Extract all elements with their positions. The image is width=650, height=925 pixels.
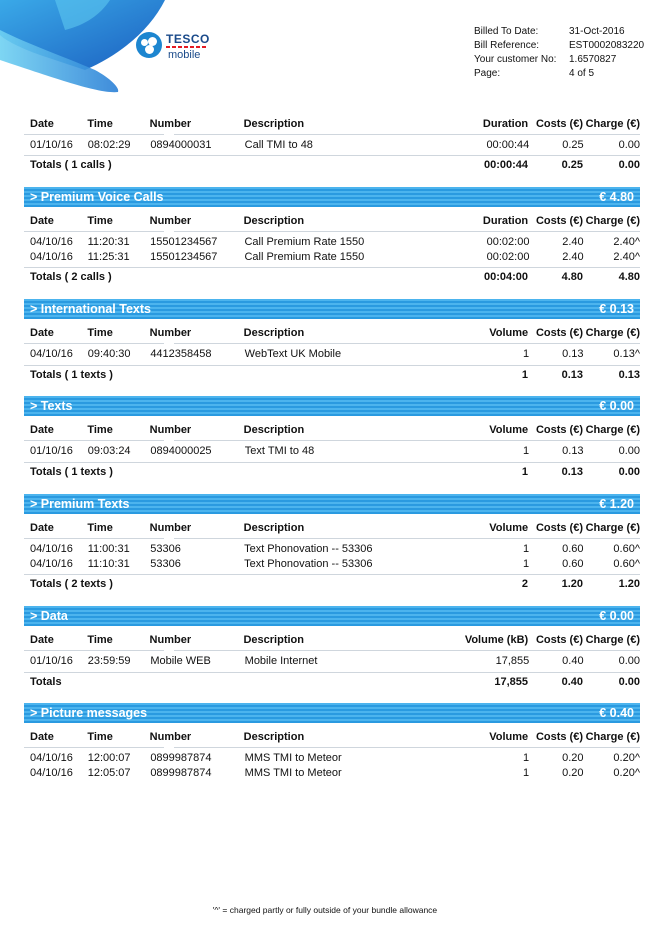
column-header-row-cell: Time bbox=[87, 522, 113, 534]
totals-row bbox=[24, 577, 640, 592]
table-row-cell: 09:40:30 bbox=[87, 348, 131, 360]
column-header-row-cell: Description bbox=[243, 118, 305, 130]
totals-row-cell: 00:00:44 bbox=[483, 159, 528, 171]
totals-row-cell: 00:04:00 bbox=[483, 271, 528, 283]
column-header-row-cell: Date bbox=[30, 634, 54, 646]
column-header-row bbox=[24, 326, 640, 341]
totals-row-cell: 4.80 bbox=[618, 271, 640, 283]
section-amount: € 0.40 bbox=[599, 706, 634, 720]
table-row-cell: 0894000031 bbox=[150, 139, 212, 151]
totals-row-table bbox=[24, 465, 640, 480]
column-header-row-cell: Charge (€) bbox=[585, 327, 640, 339]
totals-row-table bbox=[24, 368, 640, 383]
section-header-band bbox=[24, 299, 640, 319]
table-row-cell: 15501234567 bbox=[150, 236, 218, 248]
row-divider bbox=[24, 462, 640, 463]
totals-row bbox=[24, 675, 640, 690]
billed-to-label: Billed To Date: bbox=[474, 26, 539, 37]
table-row-cell: 0.40 bbox=[562, 655, 584, 667]
totals-row-cell: 0.13 bbox=[618, 369, 640, 381]
column-header-row-cell: Charge (€) bbox=[585, 118, 640, 130]
column-header-row-table bbox=[24, 326, 640, 341]
table-row-table bbox=[24, 557, 640, 572]
table-row-cell: 04/10/16 bbox=[30, 251, 73, 263]
section-title: > Texts bbox=[30, 399, 73, 413]
row-divider bbox=[174, 440, 640, 441]
row-divider bbox=[24, 134, 164, 135]
totals-row bbox=[24, 158, 640, 173]
row-divider bbox=[174, 343, 640, 344]
column-header-row-cell: Description bbox=[243, 215, 305, 227]
table-row bbox=[24, 751, 640, 766]
table-row-cell: 0.00 bbox=[618, 139, 640, 151]
column-header-row-cell: Number bbox=[149, 522, 192, 534]
table-row-cell: Text TMI to 48 bbox=[244, 445, 315, 457]
totals-row-cell: Totals ( 2 calls ) bbox=[30, 271, 112, 283]
table-row-cell: MMS TMI to Meteor bbox=[244, 752, 342, 764]
table-row-cell: 0.20 bbox=[562, 767, 584, 779]
totals-row-cell: 2 bbox=[521, 578, 528, 590]
row-divider bbox=[24, 343, 164, 344]
table-row-cell: 1 bbox=[523, 348, 530, 360]
tesco-mobile-logo bbox=[136, 30, 216, 66]
totals-row-cell: Totals ( 1 calls ) bbox=[30, 159, 112, 171]
table-row-cell: 11:25:31 bbox=[87, 251, 130, 263]
table-row-cell: 1 bbox=[523, 558, 530, 570]
section-title: > Data bbox=[30, 609, 68, 623]
column-header-row-cell: Duration bbox=[482, 215, 529, 227]
totals-row-cell: 0.25 bbox=[561, 159, 583, 171]
table-row-table bbox=[24, 654, 640, 669]
column-header-row-cell: Costs (€) bbox=[535, 731, 583, 743]
footnote: '^' = charged partly or fully outside of your bundle allowance bbox=[212, 905, 438, 915]
totals-row bbox=[24, 368, 640, 383]
column-header-row-cell: Costs (€) bbox=[535, 424, 583, 436]
column-header-row-cell: Number bbox=[149, 731, 192, 743]
bill-ref-label: Bill Reference: bbox=[474, 40, 540, 51]
section-header-band bbox=[24, 494, 640, 514]
totals-row bbox=[24, 465, 640, 480]
table-row-cell: 1 bbox=[523, 445, 530, 457]
table-row-cell: 15501234567 bbox=[150, 251, 218, 263]
table-row-cell: 00:02:00 bbox=[486, 251, 530, 263]
column-header-row bbox=[24, 633, 640, 648]
totals-row-table bbox=[24, 577, 640, 592]
column-header-row-cell: Volume bbox=[489, 522, 529, 534]
totals-row-cell: 1 bbox=[521, 466, 528, 478]
column-header-row-cell: Date bbox=[30, 118, 54, 130]
row-divider bbox=[174, 650, 640, 651]
column-header-row-cell: Date bbox=[30, 327, 54, 339]
table-row-cell: Text Phonovation -- 53306 bbox=[244, 558, 373, 570]
row-divider bbox=[24, 440, 164, 441]
totals-row-cell: 17,855 bbox=[494, 676, 528, 688]
column-header-row-table bbox=[24, 117, 640, 132]
table-row-cell: WebText UK Mobile bbox=[244, 348, 342, 360]
table-row-cell: 0.20^ bbox=[613, 767, 640, 779]
totals-row-cell: 0.00 bbox=[618, 159, 640, 171]
table-row-cell: 00:02:00 bbox=[486, 236, 530, 248]
totals-row-cell: 0.13 bbox=[561, 369, 583, 381]
column-header-row-cell: Volume (kB) bbox=[464, 634, 529, 646]
table-row-table bbox=[24, 235, 640, 250]
table-row bbox=[24, 542, 640, 557]
table-row-table bbox=[24, 751, 640, 766]
totals-row-cell: Totals ( 1 texts ) bbox=[30, 369, 113, 381]
table-row-cell: 0.60^ bbox=[613, 558, 640, 570]
table-row bbox=[24, 766, 640, 781]
table-row-table bbox=[24, 444, 640, 459]
row-divider bbox=[174, 231, 640, 232]
column-header-row-cell: Time bbox=[87, 424, 113, 436]
bill-info bbox=[474, 25, 644, 81]
column-header-row-cell: Date bbox=[30, 215, 54, 227]
page-value: 4 of 5 bbox=[569, 68, 595, 79]
table-row-cell: 04/10/16 bbox=[30, 348, 73, 360]
column-header-row-cell: Time bbox=[87, 327, 113, 339]
totals-row-table bbox=[24, 675, 640, 690]
column-header-row-cell: Costs (€) bbox=[535, 634, 583, 646]
column-header-row-cell: Date bbox=[30, 522, 54, 534]
section-amount: € 0.13 bbox=[599, 302, 634, 316]
section-title: > Premium Texts bbox=[30, 497, 130, 511]
column-header-row-cell: Volume bbox=[489, 731, 529, 743]
table-row bbox=[24, 235, 640, 250]
column-header-row-table bbox=[24, 521, 640, 536]
table-row-cell: Text Phonovation -- 53306 bbox=[244, 543, 373, 555]
table-row-cell: 0.20 bbox=[562, 752, 584, 764]
table-row-cell: 0.60 bbox=[562, 543, 584, 555]
row-divider bbox=[24, 155, 640, 156]
table-row-cell: 11:10:31 bbox=[87, 558, 130, 570]
section-title: > International Texts bbox=[30, 302, 151, 316]
column-header-row-cell: Charge (€) bbox=[585, 215, 640, 227]
column-header-row bbox=[24, 423, 640, 438]
column-header-row bbox=[24, 521, 640, 536]
table-row-cell: 0.20^ bbox=[613, 752, 640, 764]
table-row-cell: 01/10/16 bbox=[30, 445, 73, 457]
table-row-cell: 1 bbox=[523, 767, 530, 779]
section-amount: € 0.00 bbox=[599, 609, 634, 623]
table-row-cell: 0.13 bbox=[562, 348, 584, 360]
totals-row-table bbox=[24, 158, 640, 173]
table-row-cell: 0.00 bbox=[618, 655, 640, 667]
table-row bbox=[24, 138, 640, 153]
row-divider bbox=[24, 747, 164, 748]
column-header-row-cell: Description bbox=[243, 634, 304, 646]
column-header-row-cell: Date bbox=[30, 731, 54, 743]
column-header-row-cell: Description bbox=[243, 424, 305, 436]
table-row-cell: 04/10/16 bbox=[30, 752, 73, 764]
table-row-cell: 2.40^ bbox=[613, 236, 640, 248]
totals-row-cell: 1.20 bbox=[561, 578, 583, 590]
column-header-row-cell: Date bbox=[30, 424, 54, 436]
table-row-cell: 0899987874 bbox=[150, 752, 212, 764]
table-row bbox=[24, 654, 640, 669]
row-divider bbox=[24, 365, 640, 366]
table-row-cell: 0.13^ bbox=[613, 348, 640, 360]
table-row-cell: 23:59:59 bbox=[87, 655, 131, 667]
table-row-cell: 0.13 bbox=[562, 445, 584, 457]
table-row-cell: 12:05:07 bbox=[87, 767, 131, 779]
table-row-table bbox=[24, 250, 640, 265]
table-row-cell: 1 bbox=[523, 543, 530, 555]
table-row-cell: 4412358458 bbox=[150, 348, 212, 360]
logo-brand-text: TESCO bbox=[166, 32, 210, 46]
column-header-row-cell: Charge (€) bbox=[585, 731, 640, 743]
section-title: > Picture messages bbox=[30, 706, 148, 720]
totals-row-cell: Totals ( 2 texts ) bbox=[30, 578, 113, 590]
totals-row-cell: 0.00 bbox=[618, 676, 640, 688]
table-row-cell: 01/10/16 bbox=[30, 139, 73, 151]
section-header-band bbox=[24, 187, 640, 207]
section-header-band bbox=[24, 606, 640, 626]
column-header-row-cell: Costs (€) bbox=[535, 118, 583, 130]
table-row-cell: 0.00 bbox=[618, 445, 640, 457]
table-row-cell: 17,855 bbox=[495, 655, 530, 667]
section-amount: € 4.80 bbox=[599, 190, 634, 204]
table-row-table bbox=[24, 766, 640, 781]
column-header-row-cell: Volume bbox=[489, 424, 529, 436]
table-row-cell: 11:20:31 bbox=[87, 236, 130, 248]
billed-to-value: 31-Oct-2016 bbox=[569, 26, 625, 37]
customer-no-value: 1.6570827 bbox=[569, 54, 617, 65]
section-amount: € 0.00 bbox=[599, 399, 634, 413]
column-header-row-cell: Volume bbox=[489, 327, 529, 339]
column-header-row-cell: Costs (€) bbox=[535, 215, 583, 227]
totals-row-cell: Totals bbox=[30, 676, 62, 688]
totals-row-cell: Totals ( 1 texts ) bbox=[30, 466, 113, 478]
table-row-cell: 2.40 bbox=[562, 251, 584, 263]
column-header-row-cell: Number bbox=[149, 424, 192, 436]
page-label: Page: bbox=[474, 68, 501, 79]
table-row-cell: Call Premium Rate 1550 bbox=[244, 251, 365, 263]
section-amount: € 1.20 bbox=[599, 497, 634, 511]
column-header-row-cell: Description bbox=[243, 522, 305, 534]
column-header-row-cell: Time bbox=[87, 215, 113, 227]
table-row-cell: 2.40 bbox=[562, 236, 584, 248]
column-header-row bbox=[24, 730, 640, 745]
table-row bbox=[24, 444, 640, 459]
column-header-row-table bbox=[24, 214, 640, 229]
table-row-cell: 1 bbox=[523, 752, 530, 764]
row-divider bbox=[24, 538, 164, 539]
logo-product-text: mobile bbox=[168, 49, 201, 61]
column-header-row-cell: Number bbox=[149, 118, 192, 130]
column-header-row-cell: Number bbox=[149, 215, 192, 227]
table-row-table bbox=[24, 138, 640, 153]
table-row-cell: 11:00:31 bbox=[87, 543, 130, 555]
table-row-cell: 0899987874 bbox=[150, 767, 212, 779]
column-header-row-cell: Time bbox=[87, 634, 113, 646]
table-row-cell: 01/10/16 bbox=[30, 655, 73, 667]
table-row-cell: Call TMI to 48 bbox=[244, 139, 313, 151]
totals-row-cell: 1.20 bbox=[618, 578, 640, 590]
row-divider bbox=[24, 267, 640, 268]
column-header-row-cell: Description bbox=[243, 731, 305, 743]
column-header-row-cell: Number bbox=[149, 327, 192, 339]
table-row-cell: Mobile Internet bbox=[244, 655, 318, 667]
column-header-row-cell: Duration bbox=[482, 118, 529, 130]
table-row-cell: 04/10/16 bbox=[30, 767, 73, 779]
totals-row-cell: 0.40 bbox=[561, 676, 583, 688]
table-row-cell: 53306 bbox=[150, 558, 181, 570]
row-divider bbox=[24, 574, 640, 575]
row-divider bbox=[174, 747, 640, 748]
customer-no-label: Your customer No: bbox=[474, 54, 557, 65]
table-row-cell: 04/10/16 bbox=[30, 236, 73, 248]
table-row-cell: 2.40^ bbox=[613, 251, 640, 263]
table-row-cell: Mobile WEB bbox=[150, 655, 211, 667]
totals-row-cell: 0.13 bbox=[561, 466, 583, 478]
column-header-row-table bbox=[24, 730, 640, 745]
table-row-cell: MMS TMI to Meteor bbox=[244, 767, 342, 779]
row-divider bbox=[174, 538, 640, 539]
column-header-row-cell: Charge (€) bbox=[585, 424, 640, 436]
table-row-table bbox=[24, 347, 640, 362]
column-header-row-cell: Description bbox=[243, 327, 305, 339]
table-row-cell: 00:00:44 bbox=[486, 139, 530, 151]
section-header-band bbox=[24, 396, 640, 416]
column-header-row-table bbox=[24, 633, 640, 648]
column-header-row bbox=[24, 214, 640, 229]
table-row bbox=[24, 250, 640, 265]
totals-row-cell: 1 bbox=[521, 369, 528, 381]
section-title: > Premium Voice Calls bbox=[30, 190, 164, 204]
row-divider bbox=[174, 134, 640, 135]
column-header-row-table bbox=[24, 423, 640, 438]
row-divider bbox=[24, 231, 164, 232]
table-row-cell: 09:03:24 bbox=[87, 445, 131, 457]
logo-icon bbox=[136, 32, 162, 58]
column-header-row-cell: Charge (€) bbox=[585, 634, 640, 646]
column-header-row-cell: Number bbox=[149, 634, 192, 646]
table-row-cell: 0.25 bbox=[562, 139, 584, 151]
table-row-cell: 0.60^ bbox=[613, 543, 640, 555]
table-row-cell: 04/10/16 bbox=[30, 558, 73, 570]
totals-row-table bbox=[24, 270, 640, 285]
column-header-row-cell: Charge (€) bbox=[585, 522, 640, 534]
column-header-row-cell: Time bbox=[87, 731, 113, 743]
table-row-cell: 0.60 bbox=[562, 558, 584, 570]
column-header-row-cell: Costs (€) bbox=[535, 327, 583, 339]
table-row-table bbox=[24, 542, 640, 557]
row-divider bbox=[24, 650, 164, 651]
table-row-cell: 04/10/16 bbox=[30, 543, 73, 555]
totals-row-cell: 0.00 bbox=[618, 466, 640, 478]
table-row-cell: 12:00:07 bbox=[87, 752, 131, 764]
section-header-band bbox=[24, 703, 640, 723]
row-divider bbox=[24, 672, 640, 673]
totals-row bbox=[24, 270, 640, 285]
table-row-cell: 53306 bbox=[150, 543, 181, 555]
bill-ref-value: EST0002083220 bbox=[569, 40, 645, 51]
column-header-row-cell: Time bbox=[87, 118, 113, 130]
logo-stripe bbox=[166, 46, 208, 48]
table-row-cell: 08:02:29 bbox=[87, 139, 131, 151]
column-header-row-cell: Costs (€) bbox=[535, 522, 583, 534]
table-row bbox=[24, 557, 640, 572]
table-row-cell: Call Premium Rate 1550 bbox=[244, 236, 365, 248]
table-row bbox=[24, 347, 640, 362]
column-header-row bbox=[24, 117, 640, 132]
table-row-cell: 0894000025 bbox=[150, 445, 212, 457]
totals-row-cell: 4.80 bbox=[561, 271, 583, 283]
